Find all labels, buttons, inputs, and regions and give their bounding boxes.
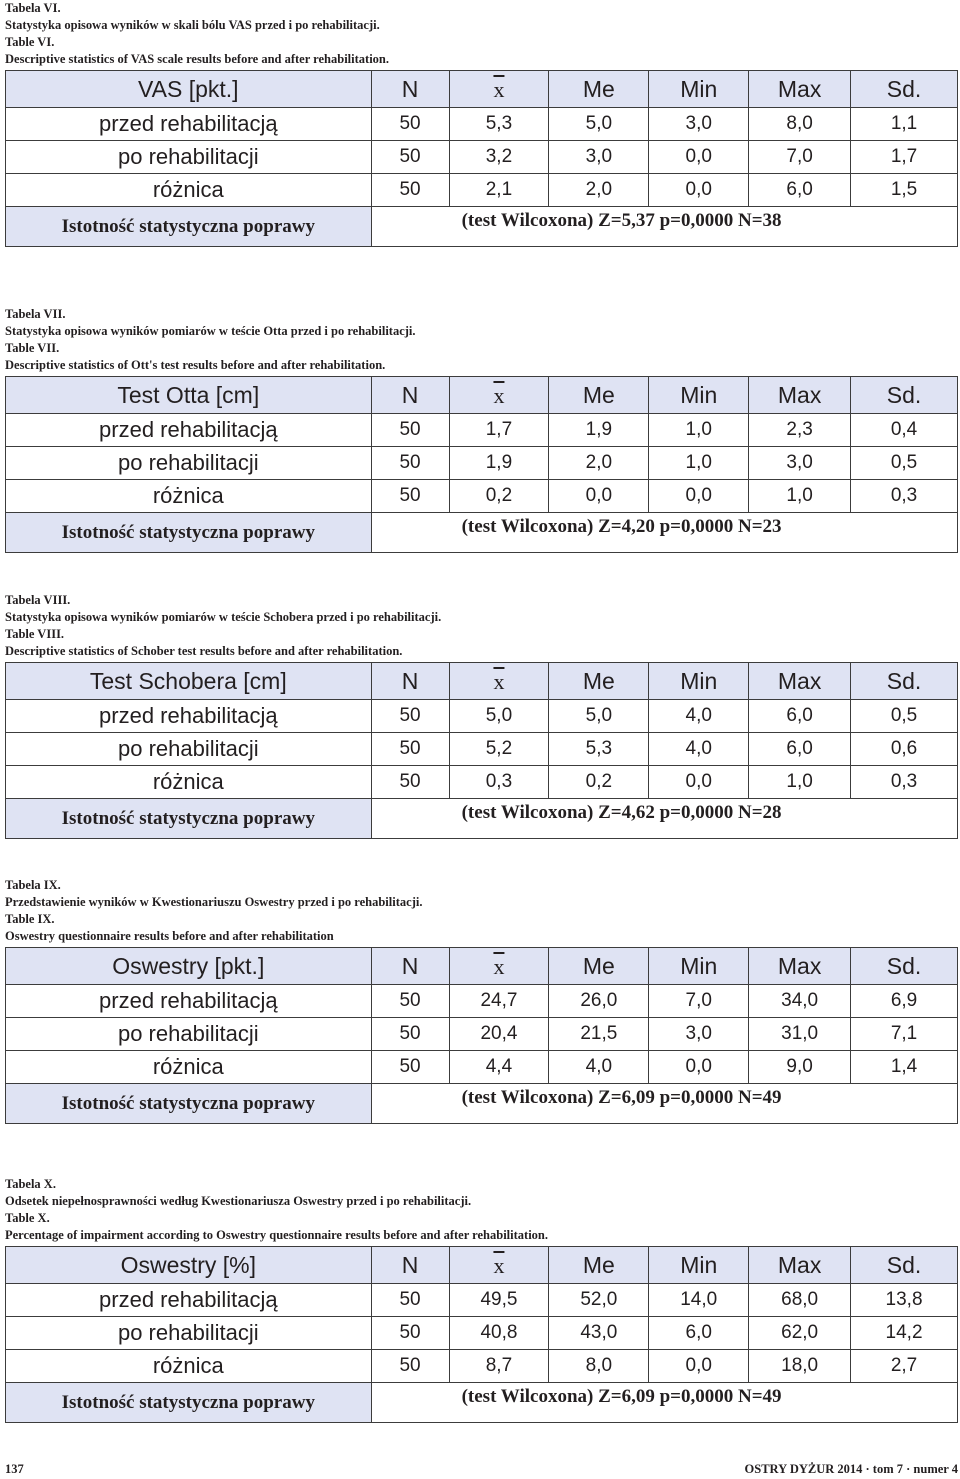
header-max: Max — [749, 377, 851, 414]
table-cell: 50 — [371, 1350, 449, 1383]
table-cell: 0,0 — [649, 766, 749, 799]
caption-line: Tabela VIII. — [5, 593, 71, 607]
table-cell: 4,0 — [549, 1051, 649, 1084]
table-cell: 1,9 — [549, 414, 649, 447]
table-cell: 1,0 — [649, 414, 749, 447]
header-min: Min — [649, 1247, 749, 1284]
table-cell: 6,0 — [749, 733, 851, 766]
significance-row — [6, 1084, 958, 1124]
table-cell: 24,7 — [449, 985, 549, 1018]
table-cell: 50 — [371, 766, 449, 799]
table-header-row — [6, 71, 958, 108]
table-caption — [5, 1176, 548, 1244]
table-cell: 0,0 — [649, 480, 749, 513]
caption-line: Table VIII. — [5, 627, 65, 641]
table-cell: 50 — [371, 1018, 449, 1051]
table-caption — [5, 877, 422, 945]
table-cell: 50 — [371, 1051, 449, 1084]
stats-table — [5, 662, 958, 839]
table-cell: 50 — [371, 700, 449, 733]
table-row — [6, 414, 958, 447]
significance-label: Istotność statystyczna poprawy — [6, 1383, 372, 1423]
table-cell: 5,3 — [449, 108, 549, 141]
table-cell: 3,0 — [649, 1018, 749, 1051]
table-row — [6, 1284, 958, 1317]
caption-line: Statystyka opisowa wyników w skali bólu VAS przed i po rehabilitacji. — [5, 18, 380, 32]
table-cell: 8,0 — [749, 108, 851, 141]
row-label: różnica — [6, 766, 372, 799]
table-cell: 7,1 — [851, 1018, 958, 1051]
header-sd: Sd. — [851, 377, 958, 414]
caption-line: Tabela IX. — [5, 878, 61, 892]
row-label: po rehabilitacji — [6, 447, 372, 480]
table-cell: 13,8 — [851, 1284, 958, 1317]
significance-row — [6, 799, 958, 839]
table-cell: 62,0 — [749, 1317, 851, 1350]
table-cell: 3,0 — [649, 108, 749, 141]
header-mean — [449, 1247, 549, 1284]
table-cell: 34,0 — [749, 985, 851, 1018]
table-cell: 6,9 — [851, 985, 958, 1018]
table-row — [6, 985, 958, 1018]
table-cell: 9,0 — [749, 1051, 851, 1084]
caption-line: Table X. — [5, 1211, 50, 1225]
table-cell: 0,0 — [649, 1051, 749, 1084]
header-sd: Sd. — [851, 663, 958, 700]
row-label: różnica — [6, 480, 372, 513]
table-cell: 6,0 — [749, 700, 851, 733]
header-sd: Sd. — [851, 1247, 958, 1284]
table-cell: 0,5 — [851, 700, 958, 733]
significance-label: Istotność statystyczna poprawy — [6, 207, 372, 247]
table-row — [6, 1350, 958, 1383]
table-cell: 50 — [371, 985, 449, 1018]
table-cell: 6,0 — [649, 1317, 749, 1350]
caption-line: Przedstawienie wyników w Kwestionariuszu Oswestry przed i po rehabilitacji. — [5, 895, 423, 909]
table-cell: 50 — [371, 174, 449, 207]
table-cell: 0,2 — [549, 766, 649, 799]
table-cell: 0,3 — [851, 480, 958, 513]
stats-table — [5, 70, 958, 247]
header-me: Me — [549, 377, 649, 414]
header-max: Max — [749, 948, 851, 985]
table-cell: 3,0 — [749, 447, 851, 480]
row-label: po rehabilitacji — [6, 141, 372, 174]
table-cell: 52,0 — [549, 1284, 649, 1317]
header-me: Me — [549, 1247, 649, 1284]
table-cell: 4,4 — [449, 1051, 549, 1084]
table-cell: 0,3 — [449, 766, 549, 799]
table-cell: 5,0 — [549, 700, 649, 733]
caption-line: Tabela VII. — [5, 307, 66, 321]
significance-label: Istotność statystyczna poprawy — [6, 799, 372, 839]
table-cell: 50 — [371, 414, 449, 447]
caption-line: Table VI. — [5, 35, 55, 49]
table-cell: 0,0 — [649, 174, 749, 207]
wilcoxon-test-result: (test Wilcoxona) Z=5,37 p=0,0000 N=38 — [371, 207, 957, 247]
table-caption — [5, 306, 416, 374]
table-cell: 8,0 — [549, 1350, 649, 1383]
table-cell: 2,0 — [549, 447, 649, 480]
table-cell: 2,0 — [549, 174, 649, 207]
table-cell: 3,0 — [549, 141, 649, 174]
table-cell: 4,0 — [649, 733, 749, 766]
row-label: przed rehabilitacją — [6, 108, 372, 141]
table-cell: 0,0 — [549, 480, 649, 513]
wilcoxon-test-result: (test Wilcoxona) Z=4,20 p=0,0000 N=23 — [371, 513, 957, 553]
caption-line: Descriptive statistics of Schober test results before and after rehabilitation. — [5, 644, 403, 658]
header-mean — [449, 663, 549, 700]
caption-line: Descriptive statistics of VAS scale results before and after rehabilitation. — [5, 52, 389, 66]
caption-line: Percentage of impairment according to Oswestry questionnaire results before and after rehabilitation. — [5, 1228, 548, 1242]
table-cell: 3,2 — [449, 141, 549, 174]
table-cell: 2,7 — [851, 1350, 958, 1383]
header-me: Me — [549, 948, 649, 985]
header-n: N — [371, 663, 449, 700]
header-min: Min — [649, 663, 749, 700]
header-min: Min — [649, 71, 749, 108]
significance-row — [6, 207, 958, 247]
table-cell: 1,5 — [851, 174, 958, 207]
table-cell: 40,8 — [449, 1317, 549, 1350]
table-cell: 0,4 — [851, 414, 958, 447]
table-cell: 5,0 — [449, 700, 549, 733]
table-cell: 50 — [371, 480, 449, 513]
table-cell: 21,5 — [549, 1018, 649, 1051]
table-cell: 0,6 — [851, 733, 958, 766]
mean-symbol: x — [493, 953, 505, 979]
table-row — [6, 766, 958, 799]
caption-line: Tabela VI. — [5, 1, 61, 15]
table-row — [6, 1051, 958, 1084]
table-cell: 6,0 — [749, 174, 851, 207]
header-n: N — [371, 71, 449, 108]
table-cell: 14,2 — [851, 1317, 958, 1350]
table-cell: 1,1 — [851, 108, 958, 141]
table-cell: 43,0 — [549, 1317, 649, 1350]
table-cell: 20,4 — [449, 1018, 549, 1051]
caption-line: Odsetek niepełnosprawności według Kwestionariusza Oswestry przed i po rehabilitacji. — [5, 1194, 472, 1208]
table-cell: 0,2 — [449, 480, 549, 513]
caption-line: Oswestry questionnaire results before and after rehabilitation — [5, 929, 334, 943]
table-row — [6, 174, 958, 207]
table-cell: 31,0 — [749, 1018, 851, 1051]
header-min: Min — [649, 948, 749, 985]
table-cell: 2,3 — [749, 414, 851, 447]
header-me: Me — [549, 71, 649, 108]
table-cell: 49,5 — [449, 1284, 549, 1317]
table-cell: 50 — [371, 447, 449, 480]
header-n: N — [371, 948, 449, 985]
significance-row — [6, 513, 958, 553]
caption-line: Descriptive statistics of Ott's test results before and after rehabilitation. — [5, 358, 386, 372]
table-cell: 1,7 — [851, 141, 958, 174]
stats-table — [5, 947, 958, 1124]
row-label: po rehabilitacji — [6, 1018, 372, 1051]
table-cell: 1,0 — [749, 480, 851, 513]
table-cell: 8,7 — [449, 1350, 549, 1383]
table-cell: 14,0 — [649, 1284, 749, 1317]
table-cell: 1,0 — [749, 766, 851, 799]
wilcoxon-test-result: (test Wilcoxona) Z=4,62 p=0,0000 N=28 — [371, 799, 957, 839]
table-cell: 26,0 — [549, 985, 649, 1018]
header-sd: Sd. — [851, 948, 958, 985]
table-header-row — [6, 377, 958, 414]
significance-row — [6, 1383, 958, 1423]
table-row — [6, 108, 958, 141]
mean-symbol: x — [493, 668, 505, 694]
table-cell: 50 — [371, 1317, 449, 1350]
row-label: różnica — [6, 1350, 372, 1383]
table-cell: 1,9 — [449, 447, 549, 480]
table-row — [6, 700, 958, 733]
header-max: Max — [749, 1247, 851, 1284]
table-cell: 0,5 — [851, 447, 958, 480]
table-cell: 50 — [371, 141, 449, 174]
table-cell: 0,0 — [649, 1350, 749, 1383]
table-caption — [5, 592, 441, 660]
header-me: Me — [549, 663, 649, 700]
row-label: po rehabilitacji — [6, 733, 372, 766]
table-cell: 18,0 — [749, 1350, 851, 1383]
table-header-row — [6, 948, 958, 985]
significance-label: Istotność statystyczna poprawy — [6, 1084, 372, 1124]
header-mean — [449, 948, 549, 985]
row-label: po rehabilitacji — [6, 1317, 372, 1350]
table-header-row — [6, 663, 958, 700]
table-cell: 50 — [371, 1284, 449, 1317]
stats-table — [5, 1246, 958, 1423]
row-label: przed rehabilitacją — [6, 985, 372, 1018]
table-row — [6, 447, 958, 480]
table-cell: 5,2 — [449, 733, 549, 766]
table-header-row — [6, 1247, 958, 1284]
mean-symbol: x — [493, 382, 505, 408]
table-row — [6, 141, 958, 174]
table-cell: 1,4 — [851, 1051, 958, 1084]
mean-symbol: x — [493, 76, 505, 102]
wilcoxon-test-result: (test Wilcoxona) Z=6,09 p=0,0000 N=49 — [371, 1383, 957, 1423]
table-cell: 4,0 — [649, 700, 749, 733]
header-mean — [449, 71, 549, 108]
header-max: Max — [749, 71, 851, 108]
row-label: przed rehabilitacją — [6, 1284, 372, 1317]
row-label: różnica — [6, 174, 372, 207]
row-label: różnica — [6, 1051, 372, 1084]
header-n: N — [371, 377, 449, 414]
table-cell: 1,0 — [649, 447, 749, 480]
header-measure: Oswestry [%] — [6, 1247, 372, 1284]
page-number: 137 — [5, 1462, 24, 1476]
caption-line: Tabela X. — [5, 1177, 56, 1191]
significance-label: Istotność statystyczna poprawy — [6, 513, 372, 553]
header-measure: VAS [pkt.] — [6, 71, 372, 108]
table-row — [6, 1317, 958, 1350]
wilcoxon-test-result: (test Wilcoxona) Z=6,09 p=0,0000 N=49 — [371, 1084, 957, 1124]
table-cell: 5,3 — [549, 733, 649, 766]
stats-table — [5, 376, 958, 553]
table-cell: 2,1 — [449, 174, 549, 207]
journal-info: OSTRY DYŻUR 2014 · tom 7 · numer 4 — [744, 1462, 958, 1476]
caption-line: Table VII. — [5, 341, 60, 355]
row-label: przed rehabilitacją — [6, 700, 372, 733]
header-mean — [449, 377, 549, 414]
table-cell: 50 — [371, 733, 449, 766]
header-measure: Test Otta [cm] — [6, 377, 372, 414]
header-measure: Oswestry [pkt.] — [6, 948, 372, 985]
table-cell: 7,0 — [649, 985, 749, 1018]
caption-line: Statystyka opisowa wyników pomiarów w teście Otta przed i po rehabilitacji. — [5, 324, 416, 338]
table-row — [6, 733, 958, 766]
header-sd: Sd. — [851, 71, 958, 108]
header-n: N — [371, 1247, 449, 1284]
table-cell: 5,0 — [549, 108, 649, 141]
header-min: Min — [649, 377, 749, 414]
table-row — [6, 1018, 958, 1051]
table-cell: 1,7 — [449, 414, 549, 447]
table-cell: 50 — [371, 108, 449, 141]
header-measure: Test Schobera [cm] — [6, 663, 372, 700]
row-label: przed rehabilitacją — [6, 414, 372, 447]
mean-symbol: x — [493, 1252, 505, 1278]
table-cell: 68,0 — [749, 1284, 851, 1317]
table-cell: 0,3 — [851, 766, 958, 799]
caption-line: Statystyka opisowa wyników pomiarów w teście Schobera przed i po rehabilitacji. — [5, 610, 442, 624]
header-max: Max — [749, 663, 851, 700]
table-cell: 7,0 — [749, 141, 851, 174]
caption-line: Table IX. — [5, 912, 55, 926]
table-cell: 0,0 — [649, 141, 749, 174]
table-row — [6, 480, 958, 513]
table-caption — [5, 0, 389, 68]
